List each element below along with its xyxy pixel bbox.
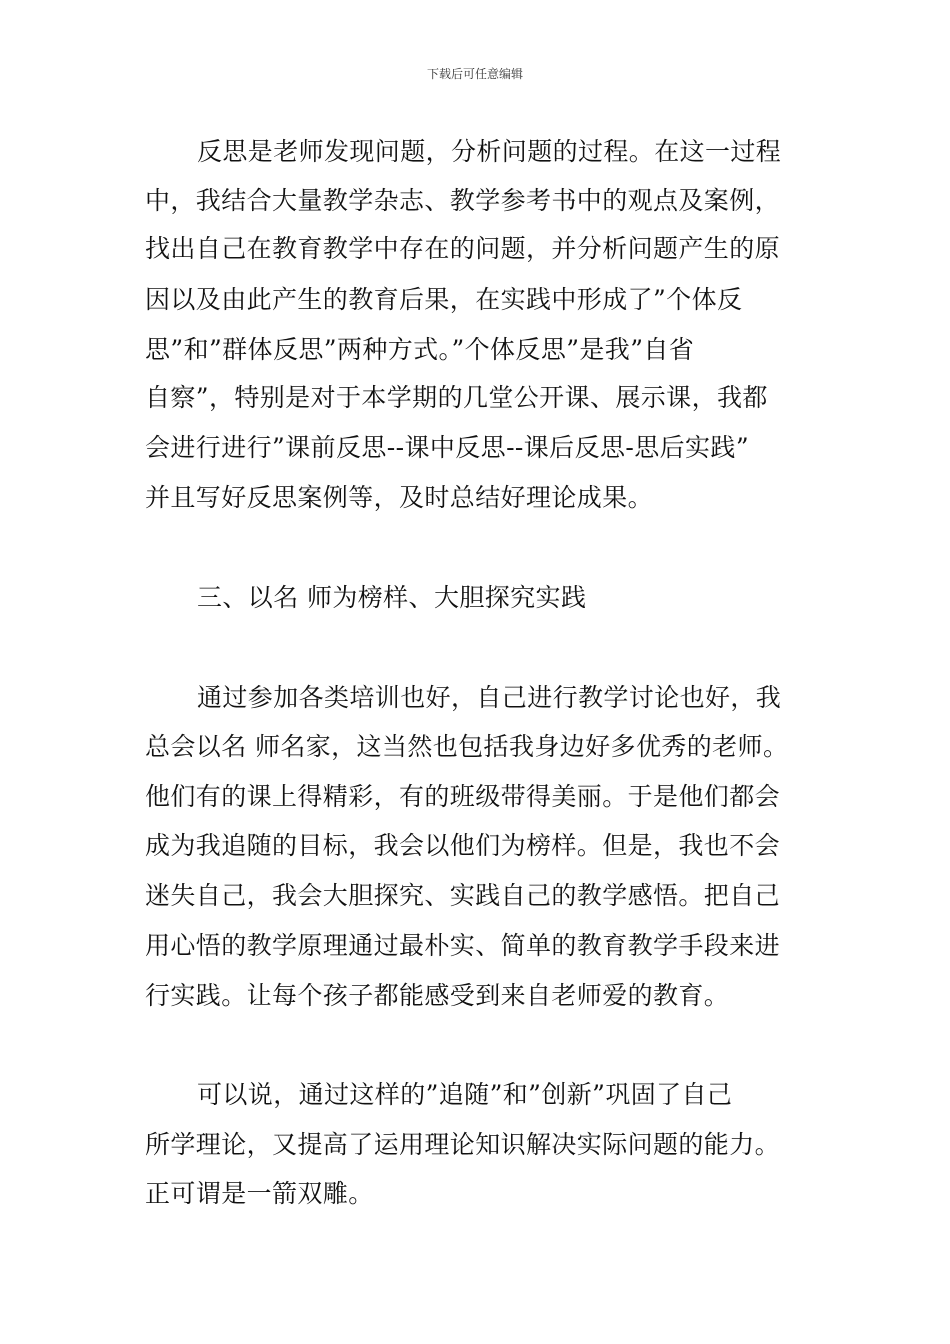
- paragraph-line: 总会以名 师名家，这当然也包括我身边好多优秀的老师。: [145, 732, 789, 761]
- paragraph-line: 行实践。让每个孩子都能感受到来自老师爱的教育。: [145, 981, 730, 1010]
- paragraph-line: 成为我追随的目标，我会以他们为榜样。但是，我也不会: [145, 831, 781, 860]
- paragraph-line: 迷失自己，我会大胆探究、实践自己的教学感悟。把自己: [145, 881, 781, 910]
- header-note: 下载后可任意编辑: [426, 67, 523, 81]
- paragraph-line: 可以说，通过这样的”追随”和”创新”巩固了自己: [197, 1080, 733, 1109]
- paragraph-line: 自察”，特别是对于本学期的几堂公开课、展示课，我都: [145, 383, 768, 412]
- paragraph-line: 用心悟的教学原理通过最朴实、简单的教育教学手段来进: [145, 931, 781, 960]
- paragraph-line: 并且写好反思案例等，及时总结好理论成果。: [145, 483, 654, 512]
- paragraph-line: 通过参加各类培训也好，自己进行教学讨论也好，我: [197, 683, 782, 712]
- paragraph-line: 中，我结合大量教学杂志、教学参考书中的观点及案例，: [145, 186, 781, 215]
- paragraph-line: 会进行进行”课前反思--课中反思--课后反思-思后实践”: [145, 433, 749, 462]
- section-heading: 三、以名 师为榜样、大胆探究实践: [197, 583, 587, 612]
- paragraph-line: 思”和”群体反思”两种方式。”个体反思”是我”自省: [145, 335, 695, 364]
- paragraph-line: 所学理论，又提高了运用理论知识解决实际问题的能力。: [145, 1130, 781, 1159]
- paragraph-line: 正可谓是一箭双雕。: [145, 1179, 374, 1208]
- paragraph-line: 他们有的课上得精彩，有的班级带得美丽。于是他们都会: [145, 782, 781, 811]
- paragraph-line: 找出自己在教育教学中存在的问题，并分析问题产生的原: [145, 234, 781, 263]
- paragraph-line: 因以及由此产生的教育后果，在实践中形成了”个体反: [145, 285, 743, 314]
- paragraph-line: 反思是老师发现问题，分析问题的过程。在这一过程: [197, 137, 782, 166]
